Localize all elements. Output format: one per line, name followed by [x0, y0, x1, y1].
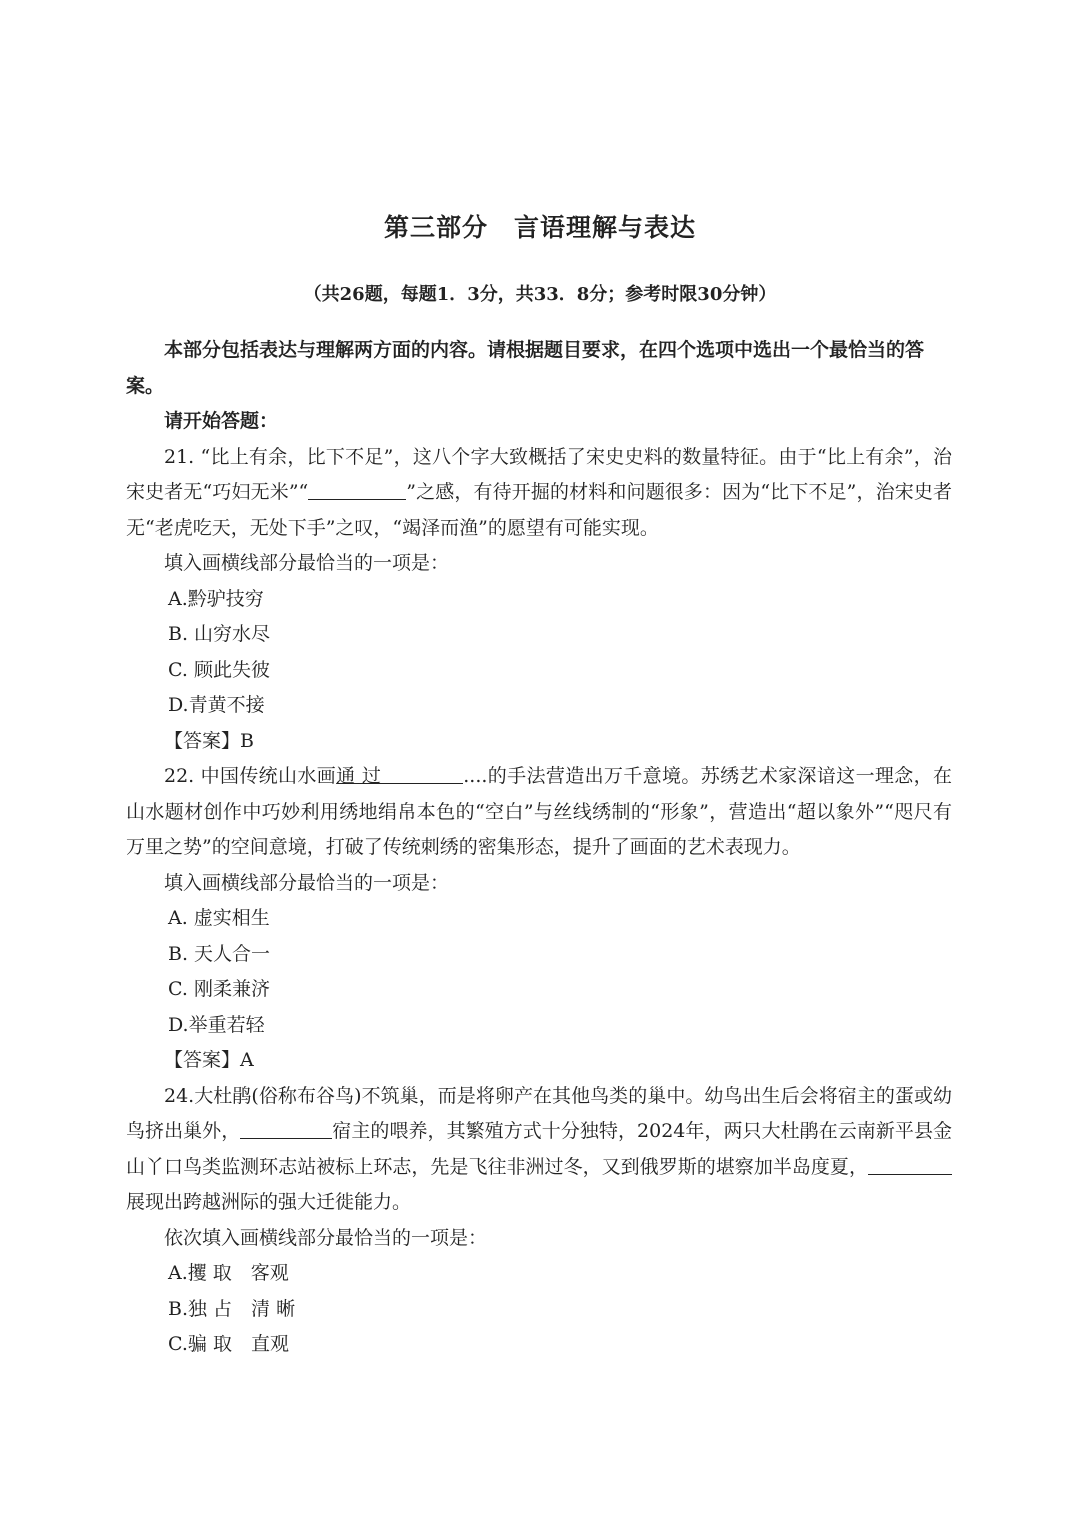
- question-24-option-a: A.攫 取 客观: [168, 1262, 289, 1284]
- question-22-option-d: D.举重若轻: [168, 1013, 265, 1036]
- q22-underlined-text: 通 过: [336, 765, 382, 787]
- q21-text-a: 21. “比上有余，比下不足”，这八个字大致概括了宋史史料的数量特征。由于“比上有余”，治宋史者无“巧妇无米”“: [126, 445, 952, 503]
- question-22-prompt: 填入画横线部分最恰当的一项是：: [164, 871, 450, 894]
- section-subtitle: （共26题，每题1．3分，共33．8分；参考时限30分钟）: [303, 284, 777, 305]
- question-21-option-b: B. 山穷水尽: [168, 623, 271, 645]
- q21-blank: [308, 479, 406, 500]
- question-22-option-c: C. 刚柔兼济: [168, 978, 270, 1000]
- question-22-option-a: A. 虚实相生: [168, 907, 270, 929]
- q24-text-b: 宿主的喂养，其繁殖方式十分独特，2024年，两只大杜鹃在云南新平县金山丫口鸟类监测环志站被标上环志，先是飞往非洲过冬，又到俄罗斯的堪察加半岛度夏，: [126, 1120, 952, 1178]
- section-title: [0, 208, 1080, 244]
- question-21-prompt: 填入画横线部分最恰当的一项是：: [164, 552, 450, 574]
- section-title-name: 言语理解与表达: [514, 213, 697, 242]
- question-21-stem: [126, 440, 952, 547]
- section-intro: 本部分包括表达与理解两方面的内容。请根据题目要求，在四个选项中选出一个最恰当的答案。: [126, 339, 925, 397]
- question-22-stem: [126, 759, 952, 866]
- q22-text-b: 的手法营造出万千意境。苏绣艺术家深谙这一理念，在山水题材创作中巧妙利用绣地绢帛本色的“空白”与丝线绣制的“形象”，营造出“超以象外”“咫尺有万里之势”的空间意境，打破了传统刺绣的密集形态，提升了画面的艺术表现力。: [126, 765, 952, 858]
- q22-blank: [381, 763, 463, 784]
- questions-content: [126, 333, 952, 1363]
- question-22-answer: 【答案】A: [164, 1049, 254, 1071]
- question-22-option-b: B. 天人合一: [168, 942, 271, 965]
- section-title-part: 第三部分: [383, 213, 488, 242]
- question-24-prompt: 依次填入画横线部分最恰当的一项是：: [164, 1226, 488, 1249]
- q24-text-a: 24.大杜鹃(俗称布谷鸟)不筑巢，而是将卵产在其他鸟类的巢中。幼鸟出生后会将宿主的蛋或幼鸟挤出巢外，: [126, 1084, 952, 1142]
- question-21-option-a: A.黔驴技穷: [168, 587, 264, 610]
- q21-text-b: ”之感，有待开掘的材料和问题很多：因为“比下不足”，治宋史者无“老虎吃天，无处下手”之叹，“竭泽而渔”的愿望有可能实现。: [126, 481, 952, 539]
- question-21-option-c: C. 顾此失彼: [168, 658, 270, 681]
- question-24-option-b: B.独 占 清 晰: [168, 1297, 296, 1320]
- question-24-stem: [126, 1079, 952, 1221]
- question-21-answer: 【答案】B: [164, 729, 254, 752]
- q24-blank-2: [868, 1154, 952, 1175]
- q22-text-a: 22. 中国传统山水画: [164, 765, 337, 787]
- q22-dots: ....: [463, 765, 488, 787]
- q24-text-c: 展现出跨越洲际的强大迁徙能力。: [126, 1191, 412, 1213]
- question-24-option-c: C.骗 取 直观: [168, 1333, 289, 1355]
- q24-blank-1: [240, 1118, 332, 1139]
- start-prompt: 请开始答题：: [164, 410, 279, 432]
- question-21-option-d: D.青黄不接: [168, 694, 265, 716]
